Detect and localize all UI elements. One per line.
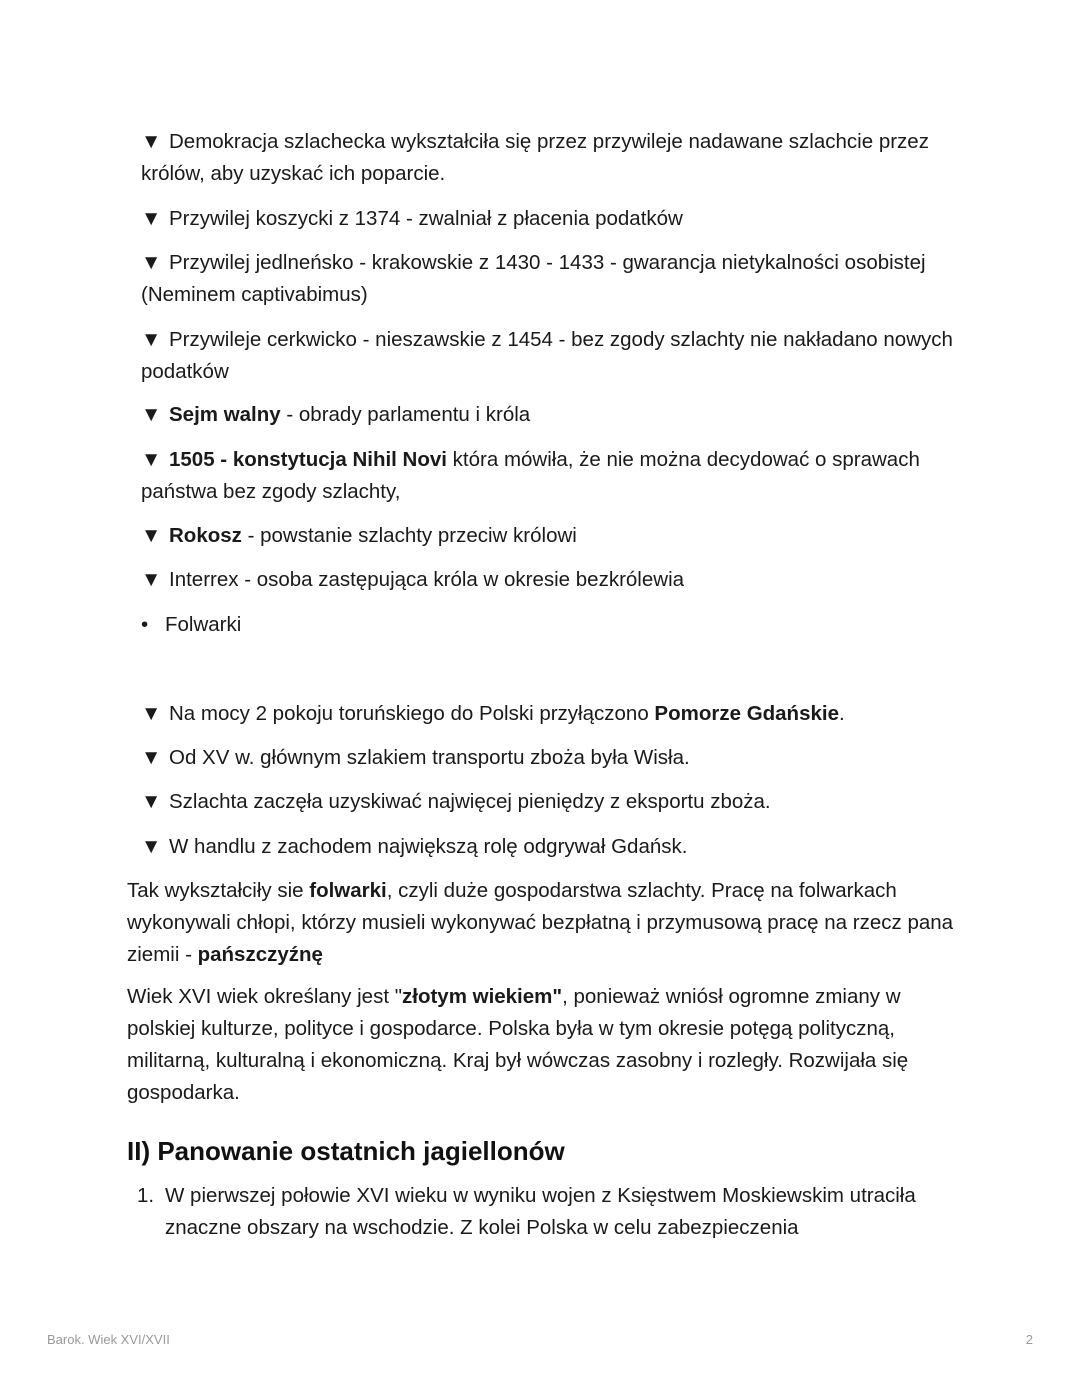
item-text: Folwarki: [165, 613, 242, 636]
para-text: , ponieważ wniósł ogromne zmiany w polskiej kulturze, polityce i gospodarce. Polska była w tym okresie potęgą polityczną, militarną, kulturalną i ekonomiczną. Kraj był wówczas zasobny i rozległy. Rozwijała się gospodarka.: [127, 985, 909, 1104]
item-text: Interrex - osoba zastępująca króla w okresie bezkrólewia: [169, 568, 685, 591]
item-text: Od XV w. głównym szlakiem transportu zboża była Wisła.: [169, 746, 690, 769]
list-item: [141, 786, 961, 818]
item-text: Na mocy 2 pokoju toruńskiego do Polski przyłączono: [169, 702, 655, 725]
list-item: [141, 247, 961, 311]
page-number: 2: [1025, 1332, 1033, 1347]
item-text-end: .: [838, 702, 845, 725]
para-term: pańszczyźnę: [197, 943, 323, 966]
section-heading: II) Panowanie ostatnich jagiellonów: [127, 1136, 565, 1166]
triangle-bullet-icon: ▼: [141, 524, 162, 547]
triangle-bullet-icon: ▼: [141, 835, 162, 858]
item-term: Pomorze Gdańskie: [654, 702, 839, 725]
triangle-bullet-icon: ▼: [141, 746, 162, 769]
para-text: , czyli duże gospodarstwa szlachty. Pracę na folwarkach wykonywali chłopi, którzy musieli wykonywać bezpłatną i przymusową pracę na rzecz pana ziemii -: [127, 879, 954, 966]
list-item: [141, 698, 961, 730]
list-item: [141, 126, 961, 190]
footer-title: Barok. Wiek XVI/XVII: [47, 1332, 170, 1347]
triangle-bullet-icon: ▼: [141, 328, 162, 351]
item-text: W pierwszej połowie XVI wieku w wyniku wojen z Księstwem Moskiewskim utraciła znaczne obszary na wschodzie. Z kolei Polska w celu zabezpieczenia: [165, 1184, 916, 1239]
item-term: 1505 - konstytucja Nihil Novi: [169, 448, 447, 471]
list-item: [141, 742, 961, 774]
triangle-bullet-icon: ▼: [141, 568, 162, 591]
item-text: W handlu z zachodem największą rolę odgrywał Gdańsk.: [169, 835, 688, 858]
triangle-bullet-icon: ▼: [141, 448, 162, 471]
triangle-bullet-icon: ▼: [141, 702, 162, 725]
list-item: [141, 203, 961, 235]
triangle-bullet-icon: ▼: [141, 403, 162, 426]
paragraph-folwarki: [127, 875, 957, 971]
item-term: Rokosz: [169, 524, 242, 547]
item-term: Sejm walny: [169, 403, 281, 426]
triangle-bullet-icon: ▼: [141, 790, 162, 813]
dot-bullet-icon: •: [141, 613, 149, 636]
item-text: Przywilej jedlneńsko - krakowskie z 1430 - 1433 - gwarancja nietykalności osobistej (Neminem captivabimus): [141, 251, 926, 306]
item-text: Przywilej koszycki z 1374 - zwalniał z płacenia podatków: [169, 207, 683, 230]
list-item: [141, 399, 961, 431]
triangle-bullet-icon: ▼: [141, 207, 162, 230]
item-text: - powstanie szlachty przeciw królowi: [241, 524, 577, 547]
para-term: folwarki: [309, 879, 387, 902]
para-text: Tak wykształciły sie: [127, 879, 310, 902]
list-item: [141, 609, 961, 641]
list-item: [141, 444, 961, 508]
triangle-bullet-icon: ▼: [141, 130, 162, 153]
item-number: 1.: [137, 1184, 155, 1207]
triangle-bullet-icon: ▼: [141, 251, 162, 274]
item-text: Przywileje cerkwicko - nieszawskie z 1454 - bez zgody szlachty nie nakładano nowych podatków: [141, 328, 953, 383]
list-item: [141, 324, 961, 388]
list-item: [141, 831, 961, 863]
item-text: Demokracja szlachecka wykształciła się przez przywileje nadawane szlachcie przez królów, aby uzyskać ich poparcie.: [141, 130, 929, 185]
numbered-item: [137, 1180, 985, 1244]
item-text: - obrady parlamentu i króla: [280, 403, 531, 426]
list-item: [141, 564, 961, 596]
paragraph-zloty-wiek: [127, 981, 957, 1109]
item-text: Szlachta zaczęła uzyskiwać najwięcej pieniędzy z eksportu zboża.: [169, 790, 771, 813]
para-text: Wiek XVI wiek określany jest ": [127, 985, 402, 1008]
item-text: która mówiła, że nie można decydować o sprawach państwa bez zgody szlachty,: [141, 448, 920, 503]
para-term: złotym wiekiem": [402, 985, 563, 1008]
list-item: [141, 520, 961, 552]
